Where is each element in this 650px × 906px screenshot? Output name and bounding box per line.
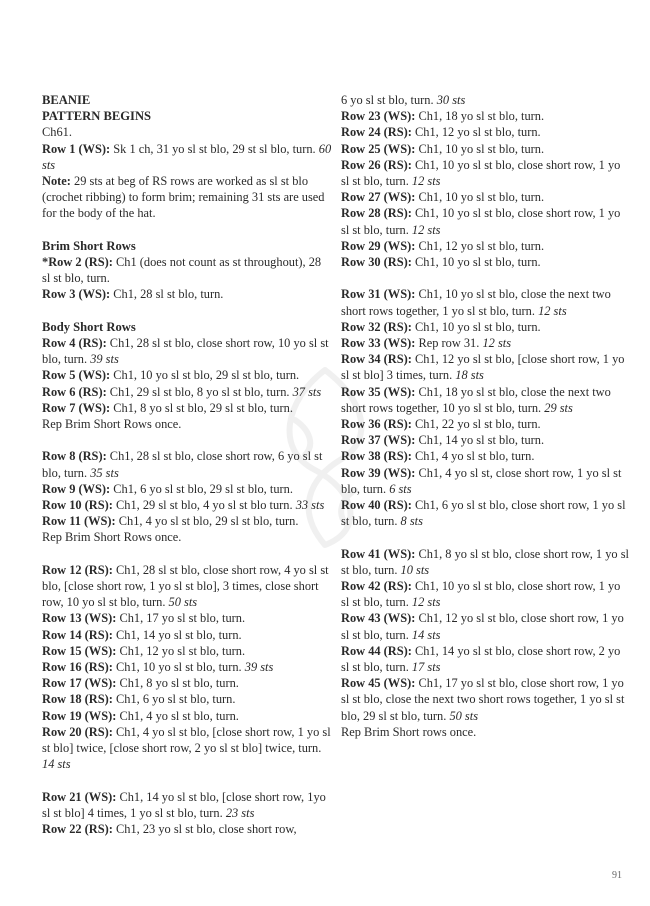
- row-label: Row 24 (RS):: [341, 125, 412, 140]
- row-label: Row 23 (WS):: [341, 109, 416, 124]
- row-label: Row 14 (RS):: [42, 627, 113, 642]
- pattern-row: [42, 384, 332, 400]
- pattern-row: [341, 465, 631, 497]
- pattern-row: [42, 562, 332, 611]
- row-label: Row 42 (RS):: [341, 579, 412, 594]
- row-label: Row 3 (WS):: [42, 287, 111, 302]
- pattern-row: [341, 108, 631, 124]
- pattern-row: [341, 384, 631, 416]
- row-instructions: Ch1, 6 yo sl st blo, close short row, 1 yo sl st blo, turn.: [341, 498, 626, 529]
- section-heading: BEANIE: [42, 93, 91, 107]
- paragraph-gap: [341, 529, 631, 545]
- pattern-row: [341, 319, 631, 335]
- row-label: Row 17 (WS):: [42, 676, 117, 691]
- pattern-row: [341, 416, 631, 432]
- row-instructions: Ch1, 10 yo sl st blo, close short row, 1 yo sl st blo, turn.: [341, 206, 621, 237]
- paragraph-gap: [42, 546, 332, 562]
- row-label: Row 4 (RS):: [42, 336, 107, 351]
- row-label: Row 12 (RS):: [42, 562, 113, 577]
- row-label: Row 9 (WS):: [42, 481, 111, 496]
- pattern-row: [42, 691, 332, 707]
- pattern-row: [42, 789, 332, 821]
- pattern-row: [42, 643, 332, 659]
- row-instructions: Ch1, 14 yo sl st blo, turn.: [112, 627, 242, 642]
- row-instructions: Ch1, 28 sl st blo, close short row, 4 yo sl st blo, [close short row, 1 yo sl st blo], 3 times, close short row, 10 yo sl st blo, turn.: [42, 562, 329, 610]
- pattern-row: [42, 400, 332, 416]
- pattern-row: [341, 432, 631, 448]
- row-label: Row 10 (RS):: [42, 498, 113, 513]
- pattern-row: [341, 286, 631, 318]
- row-instructions: Ch1, 4 yo sl st blo, turn.: [411, 449, 535, 464]
- paragraph-gap: [42, 222, 332, 238]
- row-instructions: Ch1, 14 yo sl st blo, turn.: [415, 433, 545, 448]
- row-label: Row 37 (WS):: [341, 433, 416, 448]
- pattern-row: [42, 821, 332, 837]
- pattern-row: [341, 205, 631, 237]
- row-label: Row 35 (WS):: [341, 384, 416, 399]
- stitch-count: 12 sts: [411, 222, 441, 237]
- row-label: Row 38 (RS):: [341, 449, 412, 464]
- row-instructions: Ch1, 4 yo sl st, close short row, 1 yo sl st blo, turn.: [341, 465, 622, 496]
- row-instructions: Ch1, 8 yo sl st blo, close short row, 1 yo sl st blo, turn.: [341, 546, 629, 577]
- row-label: Row 15 (WS):: [42, 643, 117, 658]
- row-instructions: Sk 1 ch, 31 yo sl st blo, 29 st sl blo, turn.: [110, 141, 319, 156]
- row-instructions: Ch1, 10 yo sl st blo, close the next two short rows together, 1 yo sl st blo, turn.: [341, 287, 611, 318]
- row-label: Row 45 (WS):: [341, 676, 416, 691]
- pattern-column-right: [341, 92, 631, 740]
- pattern-row: [42, 513, 332, 529]
- row-label: Row 26 (RS):: [341, 157, 412, 172]
- row-instructions: Ch1, 14 yo sl st blo, [close short row, 1yo sl st blo] 4 times, 1 yo sl st blo, turn.: [42, 789, 326, 820]
- pattern-row: [341, 141, 631, 157]
- row-label: Row 19 (WS):: [42, 708, 117, 723]
- row-instructions: Ch1, 22 yo sl st blo, turn.: [411, 417, 541, 432]
- row-instructions: Ch1, 12 yo sl st blo, close short row, 1 yo sl st blo, turn.: [341, 611, 624, 642]
- row-instructions: Ch1, 28 sl st blo, close short row, 10 yo sl st blo, turn.: [42, 336, 329, 367]
- stitch-count: 35 sts: [90, 465, 119, 480]
- pattern-row: [341, 546, 631, 578]
- row-label: Row 36 (RS):: [341, 417, 412, 432]
- row-label: Row 39 (WS):: [341, 465, 416, 480]
- row-instructions: Ch1, 12 yo sl st blo, [close short row, 1 yo sl st blo] 3 times, turn.: [341, 352, 625, 383]
- row-instructions: Ch1, 29 sl st blo, 4 yo sl st blo turn.: [112, 498, 296, 513]
- row-label: Row 5 (WS):: [42, 368, 111, 383]
- row-instructions: Ch1, 8 yo sl st blo, turn.: [116, 676, 239, 691]
- row-label: Row 27 (WS):: [341, 190, 416, 205]
- stitch-count: 6 sts: [389, 481, 412, 496]
- instruction-text: Rep Brim Short Rows once.: [42, 530, 182, 545]
- row-label: Row 41 (WS):: [341, 546, 416, 561]
- stitch-count: 18 sts: [455, 368, 484, 383]
- row-instructions: Ch1, 17 yo sl st blo, turn.: [116, 611, 246, 626]
- row-instructions: Ch1, 28 sl st blo, close short row, 6 yo sl st blo, turn.: [42, 449, 323, 480]
- row-instructions: Ch1, 10 yo sl st blo, close short row, 1 yo sl st blo, turn.: [341, 579, 621, 610]
- row-instructions: Ch1 (does not count as st throughout), 28 sl st blo, turn.: [42, 255, 322, 286]
- pattern-row: [341, 351, 631, 383]
- stitch-count: 23 sts: [225, 805, 255, 820]
- paragraph-gap: [341, 270, 631, 286]
- pattern-row: [42, 254, 332, 286]
- row-instructions: Ch1, 10 yo sl st blo, turn.: [411, 319, 541, 334]
- pattern-row: [42, 708, 332, 724]
- row-instructions: Ch1, 10 yo sl st blo, close short row, 1 yo sl st blo, turn.: [341, 157, 621, 189]
- stitch-count: 10 sts: [400, 562, 430, 577]
- row-label: Row 40 (RS):: [341, 498, 412, 513]
- stitch-count: 30 sts: [436, 93, 466, 107]
- stitch-count: 50 sts: [168, 595, 198, 610]
- row-label: Row 8 (RS):: [42, 449, 107, 464]
- row-instructions: Ch1, 12 yo sl st blo, turn.: [415, 238, 545, 253]
- paragraph-gap: [42, 772, 332, 788]
- pattern-row: [341, 189, 631, 205]
- pattern-row: [341, 610, 631, 642]
- row-instructions: Rep row 31.: [415, 336, 483, 351]
- pattern-row: [341, 335, 631, 351]
- stitch-count: 12 sts: [411, 595, 441, 610]
- stitch-count: 14 sts: [411, 627, 441, 642]
- pattern-row: [42, 141, 332, 173]
- pattern-row: [341, 578, 631, 610]
- row-label: Row 25 (WS):: [341, 141, 416, 156]
- instruction-text: Ch61.: [42, 125, 72, 140]
- row-label: Row 11 (WS):: [42, 514, 116, 529]
- row-label: Row 21 (WS):: [42, 789, 117, 804]
- stitch-count: 8 sts: [400, 514, 423, 529]
- stitch-count: 14 sts: [42, 757, 71, 772]
- pattern-row: [42, 675, 332, 691]
- paragraph-gap: [42, 432, 332, 448]
- section-heading: PATTERN BEGINS: [42, 109, 152, 124]
- pattern-row: [341, 238, 631, 254]
- row-instructions: Ch1, 28 sl st blo, turn.: [110, 287, 224, 302]
- row-label: Row 44 (RS):: [341, 643, 412, 658]
- row-instructions: Ch1, 4 yo sl st blo, 29 sl st blo, turn.: [115, 514, 299, 529]
- pattern-row: [42, 627, 332, 643]
- row-label: Row 6 (RS):: [42, 384, 107, 399]
- stitch-count: 12 sts: [482, 336, 512, 351]
- pattern-row: [42, 610, 332, 626]
- stitch-count: 39 sts: [244, 660, 274, 675]
- page-number: 91: [612, 870, 622, 881]
- row-instructions: 29 sts at beg of RS rows are worked as sl st blo (crochet ribbing) to form brim; remaining 31 sts are used for the body of the hat.: [42, 174, 325, 221]
- row-instructions: Ch1, 23 yo sl st blo, close short row,: [112, 822, 297, 837]
- row-label: Row 22 (RS):: [42, 822, 113, 837]
- row-instructions: Ch1, 18 yo sl st blo, close the next two short rows together, 10 yo sl st blo, turn.: [341, 384, 611, 415]
- stitch-count: 39 sts: [90, 352, 119, 367]
- row-label: Row 13 (WS):: [42, 611, 117, 626]
- row-instructions: Ch1, 10 yo sl st blo, turn.: [112, 660, 245, 675]
- row-instructions: Ch1, 17 yo sl st blo, close short row, 1 yo sl st blo, close the next two short rows together, 1 yo sl st blo, 29 sl st blo, turn.: [341, 676, 625, 723]
- stitch-count: 50 sts: [449, 708, 479, 723]
- row-label: Note:: [42, 174, 71, 189]
- row-label: Row 29 (WS):: [341, 238, 416, 253]
- row-instructions: Ch1, 4 yo sl st blo, turn.: [116, 708, 239, 723]
- row-instructions: Ch1, 12 yo sl st blo, turn.: [411, 125, 541, 140]
- pattern-row: [42, 286, 332, 302]
- stitch-count: 37 sts: [292, 384, 322, 399]
- row-instructions: Ch1, 12 yo sl st blo, turn.: [116, 643, 246, 658]
- pattern-row: [341, 643, 631, 675]
- row-instructions: Ch1, 10 yo sl st blo, turn.: [411, 255, 541, 270]
- stitch-count: 29 sts: [544, 400, 573, 415]
- pattern-row: [42, 448, 332, 480]
- row-label: Row 20 (RS):: [42, 724, 113, 739]
- row-instructions: Ch1, 10 yo sl st blo, 29 sl st blo, turn.: [110, 368, 300, 383]
- pattern-row: [42, 173, 332, 222]
- pattern-row: [341, 124, 631, 140]
- row-instructions: Ch1, 8 yo sl st blo, 29 sl st blo, turn.: [110, 400, 293, 415]
- pattern-row: [341, 157, 631, 189]
- row-instructions: Ch1, 10 yo sl st blo, turn.: [415, 141, 545, 156]
- pattern-row: [42, 659, 332, 675]
- row-label: Row 7 (WS):: [42, 400, 111, 415]
- paragraph-gap: [42, 303, 332, 319]
- stitch-count: 12 sts: [538, 303, 567, 318]
- row-label: Row 16 (RS):: [42, 660, 113, 675]
- pattern-row: [42, 367, 332, 383]
- row-label: Row 34 (RS):: [341, 352, 412, 367]
- row-label: Row 18 (RS):: [42, 692, 113, 707]
- pattern-row: [42, 481, 332, 497]
- row-instructions: 6 yo sl st blo, turn.: [341, 93, 437, 107]
- pattern-row: [42, 497, 332, 513]
- row-instructions: Ch1, 29 sl st blo, 8 yo sl st blo, turn.: [106, 384, 293, 399]
- pattern-row: [341, 448, 631, 464]
- pattern-row: [341, 497, 631, 529]
- instruction-text: Rep Brim Short rows once.: [341, 724, 477, 739]
- instruction-text: Rep Brim Short Rows once.: [42, 417, 182, 432]
- section-heading: Body Short Rows: [42, 319, 136, 334]
- row-instructions: Ch1, 6 yo sl st blo, 29 sl st blo, turn.: [110, 481, 293, 496]
- pattern-row: [341, 92, 631, 108]
- row-label: Row 28 (RS):: [341, 206, 412, 221]
- row-instructions: Ch1, 18 yo sl st blo, turn.: [415, 109, 545, 124]
- stitch-count: 60 sts: [42, 141, 332, 172]
- stitch-count: 17 sts: [411, 660, 441, 675]
- pattern-column-left: [42, 92, 332, 837]
- row-label: *Row 2 (RS):: [42, 255, 113, 270]
- row-label: Row 1 (WS):: [42, 141, 111, 156]
- row-label: Row 32 (RS):: [341, 319, 412, 334]
- row-instructions: Ch1, 4 yo sl st blo, [close short row, 1 yo sl st blo] twice, [close short row, 2 yo sl st blo] twice, turn.: [42, 724, 331, 756]
- row-label: Row 43 (WS):: [341, 611, 416, 626]
- row-instructions: Ch1, 14 yo sl st blo, close short row, 2 yo sl st blo, turn.: [341, 643, 621, 675]
- pattern-row: [341, 675, 631, 724]
- pattern-row: [42, 724, 332, 773]
- row-instructions: Ch1, 10 yo sl st blo, turn.: [415, 190, 545, 205]
- stitch-count: 12 sts: [411, 174, 441, 189]
- row-label: Row 30 (RS):: [341, 255, 412, 270]
- pattern-row: [42, 335, 332, 367]
- row-label: Row 31 (WS):: [341, 287, 416, 302]
- pattern-row: [341, 254, 631, 270]
- section-heading: Brim Short Rows: [42, 238, 136, 253]
- stitch-count: 33 sts: [295, 498, 325, 513]
- row-instructions: Ch1, 6 yo sl st blo, turn.: [112, 692, 236, 707]
- row-label: Row 33 (WS):: [341, 336, 416, 351]
